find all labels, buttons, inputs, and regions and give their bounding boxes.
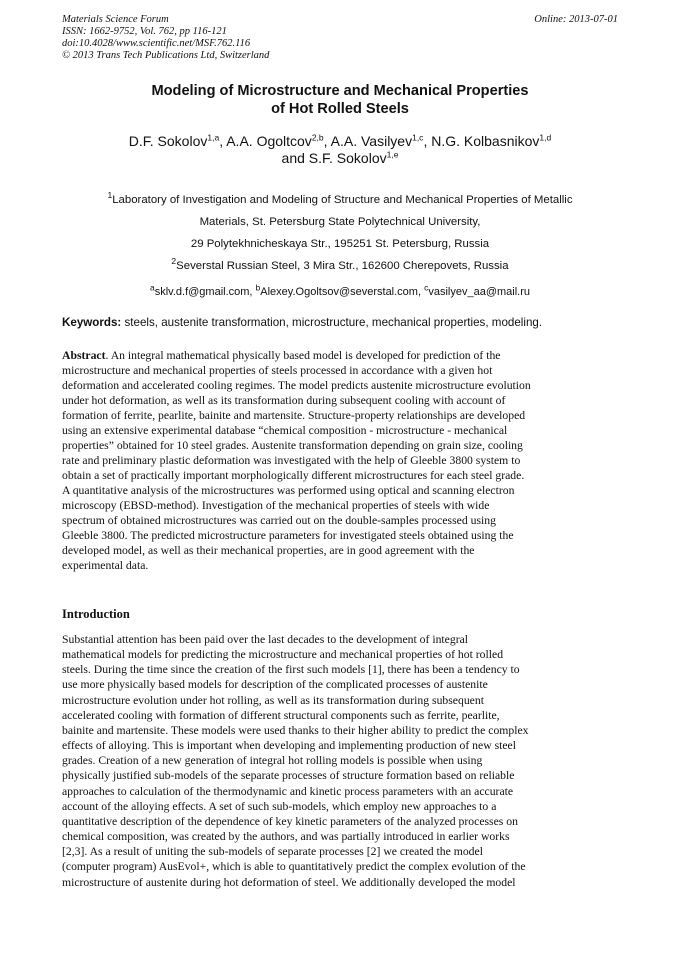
affiliation-marker: 1 (107, 190, 113, 201)
journal-name: Materials Science Forum (62, 14, 169, 25)
introduction-heading: Introduction (62, 607, 130, 621)
author-separator: , (423, 133, 432, 149)
affiliation-marker: 2 (171, 256, 177, 267)
author-affiliation-marker: 1,c (412, 132, 424, 143)
author-affiliation-marker: 2,b (311, 132, 324, 143)
abstract-line: formation of ferrite, pearlite, bainite and martensite. Structure-property relationships are developed (62, 409, 526, 422)
online-date: Online: 2013-07-01 (534, 14, 618, 25)
keywords-label: Keywords: (62, 316, 122, 329)
abstract-line: using an extensive experimental database “chemical composition - microstructure - mechanical (62, 424, 508, 437)
author-affiliation-marker: 1,d (539, 132, 552, 143)
abstract-text: . An integral mathematical physically based model is developed for prediction of the (105, 349, 501, 362)
abstract-line: under hot deformation, as well as its transformation during subsequent cooling with account of (62, 394, 506, 407)
abstract-line: microstructure and mechanical properties of steels processed in accordance with a given hot (62, 364, 493, 377)
email-separator: , (417, 286, 425, 298)
copyright-line: © 2013 Trans Tech Publications Ltd, Switzerland (62, 50, 270, 61)
body-line: physically justified sub-models of the separate processes of structure formation based on reliable (62, 769, 515, 783)
body-line: steels. During the time since the creation of the first such models [1], there has been a tendency to (62, 663, 520, 677)
abstract-line: rate and preliminary plastic deformation was investigated with the help of Gleeble 3800 system to (62, 454, 521, 467)
authors-line-1 (62, 133, 618, 150)
body-line: approaches to calculation of the thermodynamic and kinetic process parameters with an accurate (62, 784, 514, 798)
introduction-body (62, 632, 618, 890)
abstract (62, 348, 618, 573)
issn-line: ISSN: 1662-9752, Vol. 762, pp 116-121 (62, 26, 227, 37)
body-line: quantitative description of the dependence of key kinetic parameters of the analyzed processes on (62, 814, 518, 828)
author-affiliation-marker: 1,a (207, 132, 220, 143)
journal-header (62, 14, 618, 62)
authors-line-2 (62, 150, 618, 167)
body-line: [2,3]. As a result of uniting the sub-models of separate processes [2] we created the model (62, 845, 483, 859)
keywords-text: steels, austenite transformation, microstructure, mechanical properties, modeling. (121, 316, 543, 329)
author-separator: , (219, 133, 227, 149)
affiliation-1-line-2: Materials, St. Petersburg State Polytechnical University, (199, 216, 481, 228)
affiliations (62, 189, 618, 277)
keywords (62, 316, 618, 330)
author-name: A.A. Ogoltcov (226, 133, 312, 149)
body-line: bainite and martensite. These models were used thanks to their higher ability to predict the complex (62, 723, 529, 737)
abstract-line: experimental data. (62, 559, 149, 572)
author-name: D.F. Sokolov (128, 133, 208, 149)
body-line: mathematical models for predicting the microstructure and mechanical properties of hot rolled (62, 648, 504, 662)
email-marker: b (255, 282, 261, 293)
title-line-2: of Hot Rolled Steels (271, 101, 409, 117)
email-separator: , (249, 286, 256, 298)
author-affiliation-marker: 1,e (386, 149, 399, 160)
affiliation-1-line-1 (62, 189, 618, 211)
body-line: effects of alloying. This is important when developing and implementing production of new steel (62, 739, 516, 753)
email-address[interactable]: sklv.d.f@gmail.com (154, 286, 250, 298)
body-line: microstructure evolution under hot rolling, as well as its transformation during subsequent (62, 693, 484, 707)
author-name: N.G. Kolbasnikov (431, 133, 540, 149)
email-list (62, 282, 618, 299)
abstract-label: Abstract (62, 349, 106, 362)
email-address[interactable]: Alexey.Ogoltsov@severstal.com (260, 286, 418, 298)
author-list (62, 133, 618, 167)
affiliation-text: Severstal Russian Steel, 3 Mira Str., 162600 Cherepovets, Russia (176, 260, 509, 272)
abstract-line: obtain a set of practically important morphologically different microstructures for each steel grade. (62, 469, 525, 482)
email-address[interactable]: vasilyev_aa@mail.ru (428, 286, 530, 298)
body-line: microstructure of austenite during hot deformation of steel. We additionally developed the model (62, 875, 516, 889)
abstract-line: Gleeble 3800. The predicted microstructure parameters for investigated steels obtained using the (62, 529, 514, 542)
body-line: use more physically based models for description of the complicated processes of austenite (62, 678, 488, 692)
abstract-line: developed model, as well as their mechanical properties, are in good agreement with the (62, 544, 475, 557)
abstract-line: A quantitative analysis of the microstructures was performed using optical and scanning electron (62, 484, 515, 497)
affiliation-2 (62, 255, 618, 277)
email-marker: c (424, 282, 429, 293)
author-name: and S.F. Sokolov (281, 150, 387, 166)
abstract-line: spectrum of obtained microstructures was carried out on the double-samples processed using (62, 514, 496, 527)
abstract-line: deformation and accelerated cooling regimes. The model predicts austenite microstructure evolution (62, 379, 531, 392)
body-line: account of the alloying effects. A set of such sub-models, which employ new approaches to a (62, 799, 497, 813)
body-line: (computer program) AusEvol+, which is able to quantitatively predict the complex evolution of the (62, 860, 526, 874)
affiliation-1-line-3: 29 Polytekhnicheskaya Str., 195251 St. Petersburg, Russia (190, 238, 490, 250)
body-line: chemical composition, was created by the authors, and was partially introduced in earlier works (62, 830, 510, 844)
author-name: A.A. Vasilyev (330, 133, 413, 149)
paper-title (62, 82, 618, 118)
body-line: accelerated cooling with formation of different structural components such as ferrite, pearlite, (62, 708, 500, 722)
abstract-line: properties” obtained for 10 steel grades. Austenite transformation depending on grain size, cooling (62, 439, 523, 452)
title-line-1: Modeling of Microstructure and Mechanical Properties (151, 83, 529, 99)
abstract-line (62, 348, 618, 363)
email-marker: a (149, 282, 155, 293)
body-line: grades. Creation of a new generation of integral hot rolling models is possible when using (62, 754, 483, 768)
body-line: Substantial attention has been paid over the last decades to the development of integral (62, 633, 469, 646)
doi-line: doi:10.4028/www.scientific.net/MSF.762.116 (62, 38, 251, 49)
abstract-line: microscopy (EBSD-method). Investigation of the mechanical properties of steels with wide (62, 499, 490, 512)
affiliation-text: Laboratory of Investigation and Modeling of Structure and Mechanical Properties of Metallic (112, 194, 573, 206)
author-separator: , (323, 133, 331, 149)
